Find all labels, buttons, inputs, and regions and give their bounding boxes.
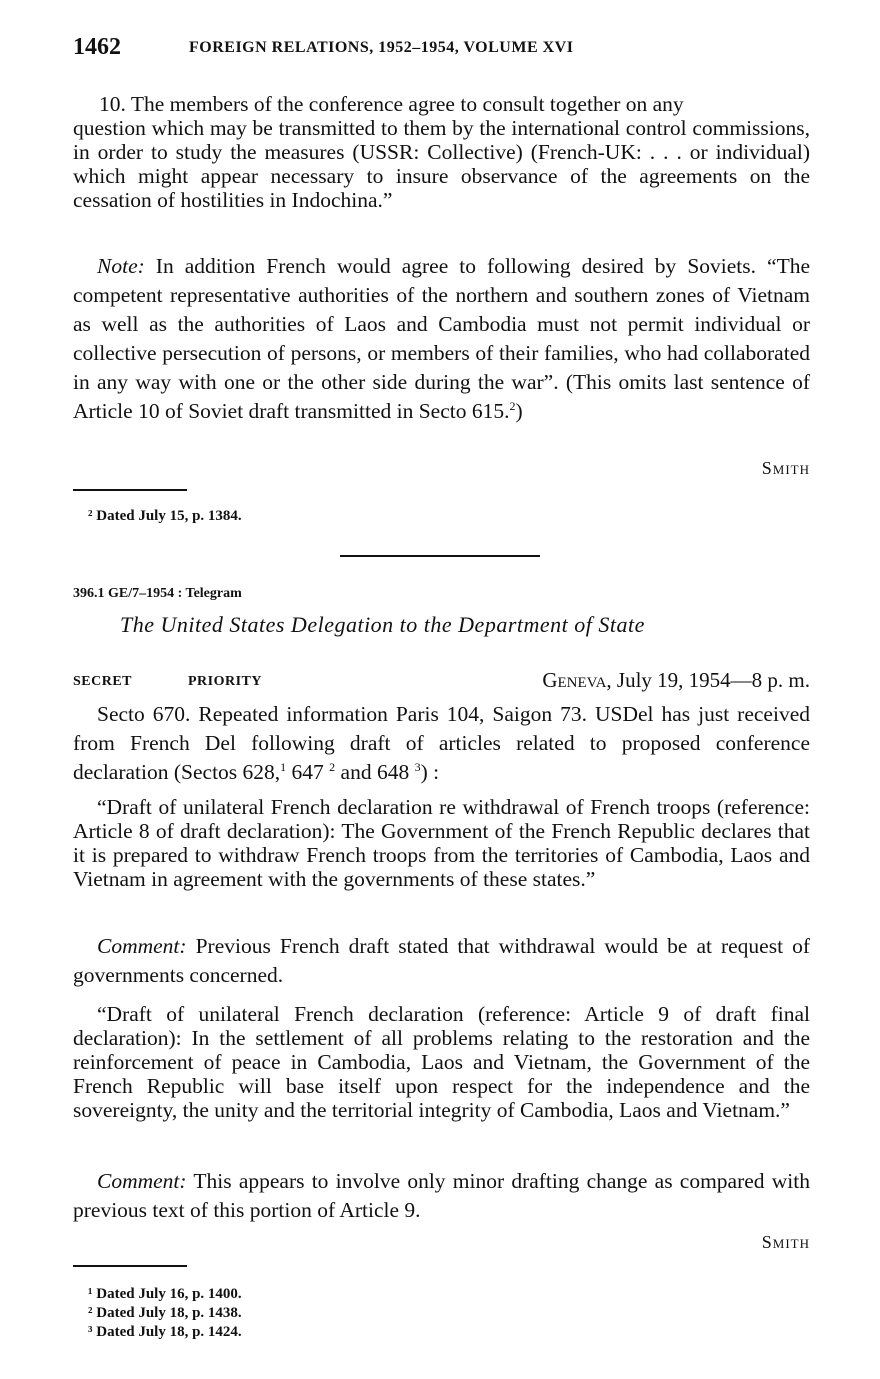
footnote-rule <box>73 489 187 491</box>
place-name: Geneva, <box>542 668 612 692</box>
document-title: The United States Delegation to the Department of State <box>120 612 645 637</box>
place-date <box>542 668 810 693</box>
paragraph-first-line: 10. The members of the conference agree to consult together on any <box>99 92 684 116</box>
comment-text: Previous French draft stated that withdrawal would be at request of governments concerned. <box>73 934 810 987</box>
paragraph-continuation: question which may be transmitted to them by the international control commissions, in order to study the measures (USSR: Collective) (French-UK: . . . or individual) which might appear necessary to insure observance of the agreements on the cessation of hostilities in Indochina.” <box>73 116 810 212</box>
running-title: FOREIGN RELATIONS, 1952–1954, VOLUME XVI <box>189 39 574 56</box>
footnote-ref: 3 <box>414 759 421 774</box>
footnote: ¹ Dated July 16, p. 1400. <box>88 1286 242 1302</box>
footnote: ² Dated July 18, p. 1438. <box>88 1305 242 1321</box>
date-time: July 19, 1954—8 p. m. <box>611 668 810 692</box>
classification-line <box>73 668 810 696</box>
document-file-id: 396.1 GE/7–1954 : Telegram <box>73 586 242 601</box>
footnote: ² Dated July 15, p. 1384. <box>88 508 242 524</box>
signature: Smith <box>761 458 810 478</box>
quoted-draft-article-9: “Draft of unilateral French declaration (reference: Article 9 of draft final declaration): In the settlement of all problems relating to the restoration and the reinforcement of peace in Cambodia, Laos and Vietnam, the Government of the French Republic will base itself upon respect for the independence and the sovereignty, the unity and the territorial integrity of Cambodia, Laos and Vietnam.” <box>73 1002 810 1122</box>
footnote: ³ Dated July 18, p. 1424. <box>88 1324 242 1340</box>
note-paragraph <box>73 252 810 426</box>
paragraph-article-10 <box>73 92 810 212</box>
note-label: Note: <box>97 254 145 278</box>
quoted-draft-article-8: “Draft of unilateral French declaration re withdrawal of French troops (reference: Article 8 of draft declaration): The Government of the French Republic declares that it is prepared to withdraw French troops from the territories of Cambodia, Laos and Vietnam in agreement with the governments of these states.” <box>73 795 810 891</box>
footnote-rule <box>73 1265 187 1267</box>
signature: Smith <box>761 1232 810 1252</box>
footnote-ref: 1 <box>280 759 287 774</box>
secto-text: 647 <box>286 760 330 784</box>
priority-label: PRIORITY <box>188 674 263 689</box>
secto-text: Secto 670. Repeated information Paris 104, Saigon 73. USDel has just received from French Del following draft of articles related to proposed conference declaration (Sectos 628, <box>73 702 810 784</box>
comment-text: This appears to involve only minor drafting change as compared with previous text of this portion of Article 9. <box>73 1169 810 1222</box>
footnote-ref: 2 <box>509 398 516 413</box>
secto-text: ) : <box>420 760 440 784</box>
page-number: 1462 <box>73 34 121 60</box>
footnote-ref: 2 <box>329 759 336 774</box>
classification-label: SECRET <box>73 674 133 689</box>
comment-label: Comment: <box>97 934 187 958</box>
secto-text: and 648 <box>335 760 415 784</box>
section-divider <box>340 555 540 557</box>
note-text: In addition French would agree to following desired by Soviets. “The competent representative authorities of the northern and southern zones of Vietnam as well as the authorities of Laos and Cambodia must not permit individual or collective persecution of persons, or members of their families, who had collaborated in any way with one or the other side during the war”. (This omits last sentence of Article 10 of Soviet draft transmitted in Secto 615. <box>73 254 810 423</box>
footnote-list <box>88 1285 242 1342</box>
running-head <box>73 34 813 64</box>
comment-label: Comment: <box>97 1169 187 1193</box>
note-end: ) <box>515 399 523 423</box>
telegram-opening-paragraph <box>73 700 810 787</box>
comment-paragraph <box>73 932 810 990</box>
comment-paragraph <box>73 1167 810 1225</box>
